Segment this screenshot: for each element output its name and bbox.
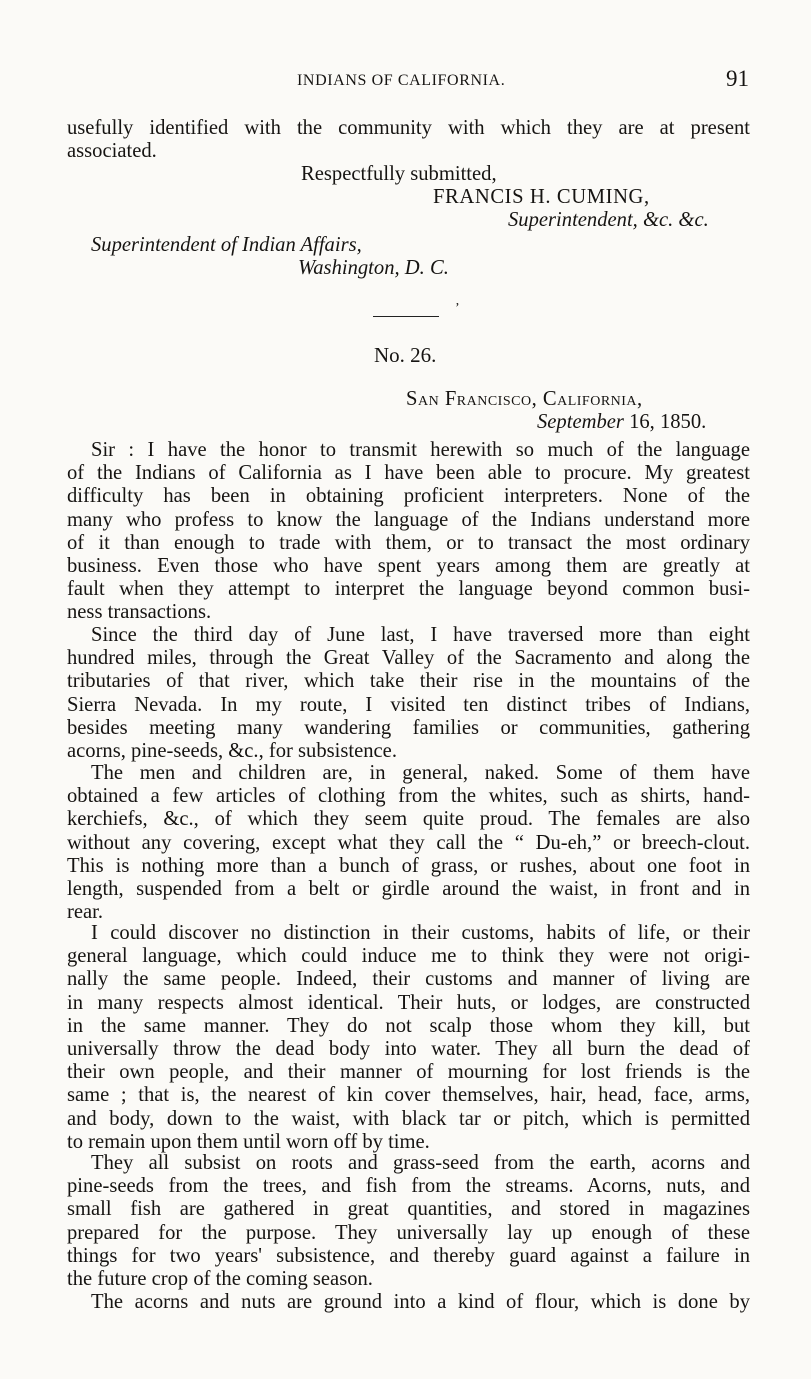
page-header xyxy=(0,66,811,96)
signer-title: Superintendent, &c. &c. xyxy=(508,209,709,231)
text-line: tributaries of that river, which take their rise in the mountains of the xyxy=(67,670,750,693)
text-line: many who profess to know the language of the Indians understand more xyxy=(67,508,750,531)
text-line: They all subsist on roots and grass-seed from the earth, acorns and xyxy=(91,1152,750,1174)
text-line: things for two years' subsistence, and thereby guard against a failure in xyxy=(67,1244,750,1267)
text-line: length, suspended from a belt or girdle around the waist, in front and in xyxy=(67,877,750,900)
text-line: usefully identified with the community with which they are at present xyxy=(67,117,750,139)
text-line: to remain upon them until worn off by time. xyxy=(67,1130,430,1153)
text-line: acorns, pine-seeds, &c., for subsistence. xyxy=(67,739,397,762)
date-month: September xyxy=(537,411,624,433)
text-line: and body, down to the waist, with black tar or pitch, which is permitted xyxy=(67,1107,750,1130)
text-line: small fish are gathered in great quantities, and stored in magazines xyxy=(67,1198,750,1221)
text-line: obtained a few articles of clothing from the whites, such as shirts, hand- xyxy=(67,785,750,808)
text-line: prepared for the purpose. They universally lay up enough of these xyxy=(67,1221,750,1244)
paragraph-4 xyxy=(67,922,750,1154)
text-line: kerchiefs, &c., of which they seem quite proud. The females are also xyxy=(67,808,750,831)
opening-paragraph xyxy=(67,117,750,163)
page-number: 91 xyxy=(726,66,749,91)
text-line: Since the third day of June last, I have traversed more than eight xyxy=(91,624,750,646)
paragraph-5 xyxy=(67,1152,750,1291)
paragraph-6 xyxy=(67,1291,750,1314)
text-line: of the Indians of California as I have been able to procure. My greatest xyxy=(67,462,750,485)
date-day-year: 16, 1850. xyxy=(623,411,707,433)
section-divider xyxy=(373,316,439,317)
text-line: ness transactions. xyxy=(67,601,212,624)
text-line: difficulty has been in obtaining proficient interpreters. None of the xyxy=(67,485,750,508)
text-line: The acorns and nuts are ground into a kind of flour, which is done by xyxy=(91,1291,750,1313)
running-head: INDIANS OF CALIFORNIA. xyxy=(297,72,506,89)
text-line: I could discover no distinction in their customs, habits of life, or their xyxy=(91,922,750,944)
text-line: pine-seeds from the trees, and fish from the streams. Acorns, nuts, and xyxy=(67,1175,750,1198)
addressee: Superintendent of Indian Affairs, xyxy=(91,234,362,256)
paragraph-2 xyxy=(67,624,750,763)
text-line: general language, which could induce me to think they were not origi- xyxy=(67,945,750,968)
text-line: This is nothing more than a bunch of grass, or rushes, about one foot in xyxy=(67,854,750,877)
text-line: in many respects almost identical. Their huts, or lodges, are constructed xyxy=(67,991,750,1014)
text-line: without any covering, except what they call the “ Du-eh,” or breech-clout. xyxy=(67,831,750,854)
text-line: The men and children are, in general, naked. Some of them have xyxy=(91,762,750,784)
text-line: fault when they attempt to interpret the language beyond common busi- xyxy=(67,578,750,601)
text-line: nally the same people. Indeed, their customs and manner of living are xyxy=(67,968,750,991)
text-line: in the same manner. They do not scalp those whom they kill, but xyxy=(67,1014,750,1037)
speck-mark: ’ xyxy=(455,301,460,316)
text-line: hundred miles, through the Great Valley of the Sacramento and along the xyxy=(67,647,750,670)
text-line: their own people, and their manner of mourning for lost friends is the xyxy=(67,1061,750,1084)
letter-place: San Francisco, California, xyxy=(406,388,643,410)
letter-date xyxy=(537,411,706,434)
text-line: the future crop of the coming season. xyxy=(67,1267,373,1290)
text-line: Sierra Nevada. In my route, I visited ten distinct tribes of Indians, xyxy=(67,693,750,716)
letter-number: No. 26. xyxy=(374,343,437,367)
text-line: associated. xyxy=(67,140,157,163)
text-line: besides meeting many wandering families or communities, gathering xyxy=(67,716,750,739)
valediction: Respectfully submitted, xyxy=(301,163,497,185)
text-line: business. Even those who have spent years among them are greatly at xyxy=(67,554,750,577)
paragraph-3 xyxy=(67,762,750,924)
addressee-location: Washington, D. C. xyxy=(298,257,449,279)
text-line: Sir : I have the honor to transmit herewith so much of the language xyxy=(91,439,750,461)
text-line: of it than enough to trade with them, or to transact the most ordinary xyxy=(67,531,750,554)
text-line: same ; that is, the nearest of kin cover themselves, hair, head, face, arms, xyxy=(67,1084,750,1107)
signer-name: FRANCIS H. CUMING, xyxy=(433,186,650,208)
text-line: universally throw the dead body into water. They all burn the dead of xyxy=(67,1037,750,1060)
paragraph-1 xyxy=(67,439,750,625)
text-line: rear. xyxy=(67,901,104,924)
